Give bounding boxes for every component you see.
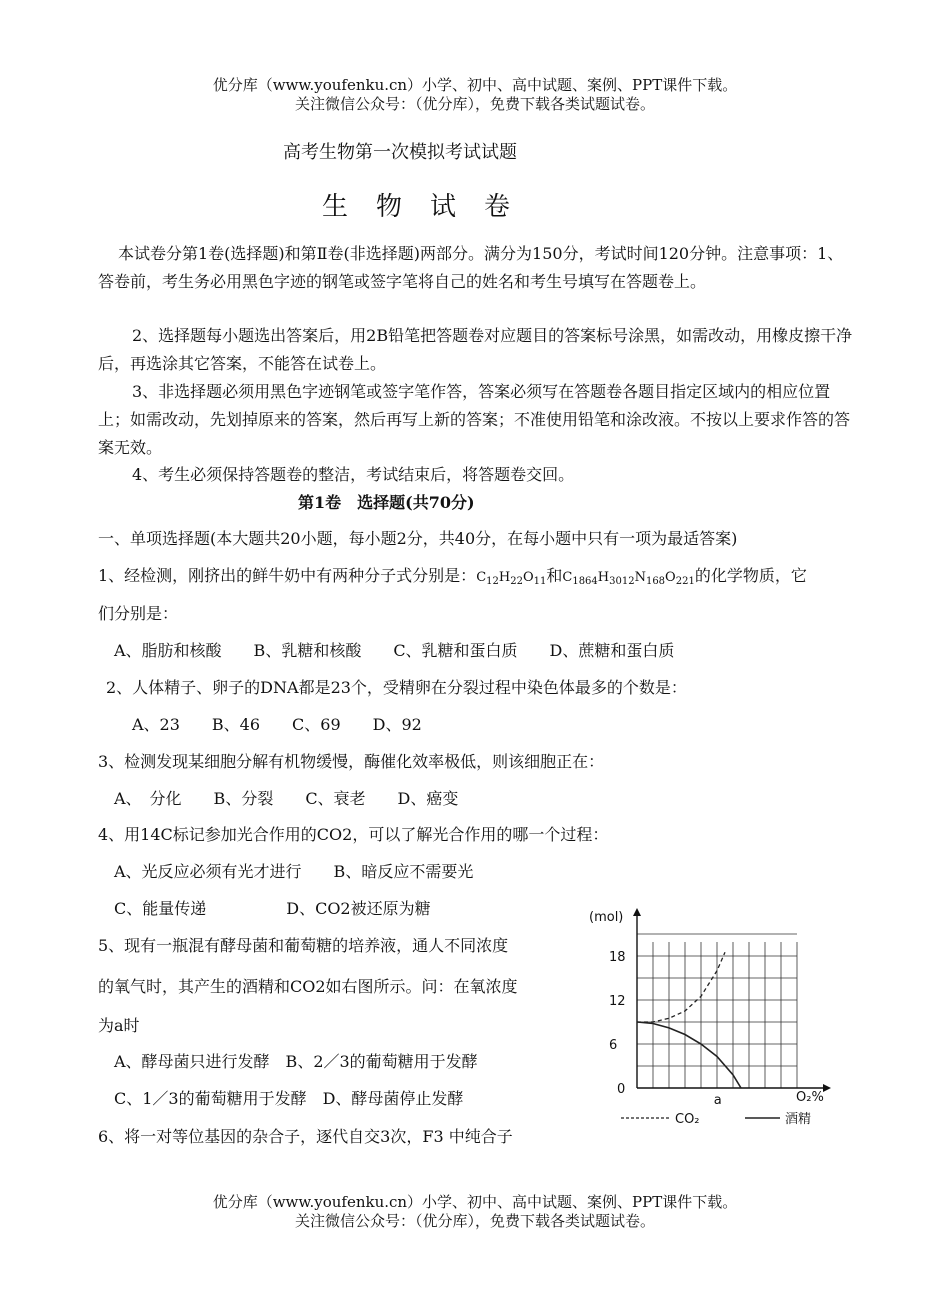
instructions-item-3: 3、非选择题必须用黑色字迹钢笔或签字笔作答，答案必须写在答题卷各题目指定区域内的相应位置上；如需改动，先划掉原来的答案，然后再写上新的答案；不准使用铅笔和涂改液。不按以上要求作答的答案无效。 <box>98 382 851 457</box>
exam-title: 生物试卷 <box>321 192 538 222</box>
question-4-stem: 4、用14C标记参加光合作用的CO2，可以了解光合作用的哪一个过程： <box>98 825 609 844</box>
legend-co2-label: CO₂ <box>675 1112 700 1127</box>
x-tick-label: a <box>713 1093 722 1108</box>
y-tick-label: 18 <box>609 950 626 965</box>
y-tick-label: 6 <box>609 1038 618 1053</box>
chart-x-label: O₂% <box>796 1090 824 1105</box>
instructions-intro: 本试卷分第1卷(选择题)和第Ⅱ卷(非选择题)两部分。满分为150分，考试时间120分钟。注意事项：1、答卷前，考生务必用黑色字迹的钢笔或签字笔将自己的姓名和考生号填写在答题卷上。 <box>98 244 844 291</box>
question-5-options-2: C、1／3的葡萄糖用于发酵 D、酵母菌停止发酵 <box>114 1089 464 1108</box>
question-5-stem-3: 为a时 <box>98 1016 140 1035</box>
question-1-stem: 1、经检测，刚挤出的鲜牛奶中有两种分子式分别是：$C_{12}H_{22}O_{11}$和$C_{1864}H_{3012}N_{168}O_{221}$的化学物质，它 <box>98 566 807 587</box>
chart-y-label: (mol) <box>589 910 624 925</box>
instructions-item-2: 2、选择题每小题选出答案后，用2B铅笔把答题卷对应题目的答案标号涂黑，如需改动，用橡皮擦干净后，再选涂其它答案，不能答在试卷上。 <box>98 326 853 373</box>
chart-grid <box>637 934 797 1088</box>
exam-subtitle: 高考生物第一次模拟考试试题 <box>283 142 517 163</box>
question-5-stem-2: 的氧气时，其产生的酒精和CO2如右图所示。问：在氧浓度 <box>98 977 518 996</box>
footer-line-2: 关注微信公众号：（优分库），免费下载各类试题试卷。 <box>294 1212 655 1230</box>
legend-ethanol-label: 酒精 <box>785 1112 812 1127</box>
question-4-options-2: C、能量传递 D、CO2被还原为糖 <box>114 899 431 918</box>
question-2-options: A、23 B、46 C、69 D、92 <box>132 715 422 734</box>
instructions-item-4: 4、考生必须保持答题卷的整洁，考试结束后，将答题卷交回。 <box>132 465 575 484</box>
question-2-stem: 2、人体精子、卵子的DNA都是23个，受精卵在分裂过程中染色体最多的个数是： <box>106 678 687 697</box>
question-3-options: A、 分化 B、分裂 C、衰老 D、癌变 <box>114 789 459 808</box>
question-5-stem-1: 5、现有一瓶混有酵母菌和葡萄糖的培养液，通人不同浓度 <box>98 936 509 955</box>
question-5-options-1: A、酵母菌只进行发酵 B、2／3的葡萄糖用于发酵 <box>114 1052 478 1071</box>
part-title: 一、单项选择题(本大题共20小题，每小题2分，共40分，在每小题中只有一项为最适答案) <box>98 529 738 548</box>
section-heading: 第1卷 选择题(共70分) <box>298 493 475 512</box>
question-1-options: A、脂肪和核酸 B、乳糖和核酸 C、乳糖和蛋白质 D、蔗糖和蛋白质 <box>114 641 675 660</box>
x-axis-arrow <box>823 1084 831 1092</box>
y-tick-label: 0 <box>617 1082 626 1097</box>
y-tick-label: 12 <box>609 994 626 1009</box>
chart-legend <box>621 1111 811 1127</box>
header-line-1: 优分库（www.youfenku.cn）小学、初中、高中试题、案例、PPT课件下载。 <box>212 76 738 94</box>
chart-series-ethanol-line <box>637 1022 741 1088</box>
chart-series-co2-line <box>637 952 725 1022</box>
question-3-stem: 3、检测发现某细胞分解有机物缓慢，酶催化效率极低，则该细胞正在： <box>98 752 605 771</box>
oxygen-chart <box>585 904 845 1136</box>
header-line-2: 关注微信公众号：（优分库），免费下载各类试题试卷。 <box>294 95 655 113</box>
question-4-options-1: A、光反应必须有光才进行 B、暗反应不需要光 <box>114 862 474 881</box>
question-6-stem-1: 6、将一对等位基因的杂合子，逐代自交3次，F3 中纯合子 <box>98 1127 513 1146</box>
footer-line-1: 优分库（www.youfenku.cn）小学、初中、高中试题、案例、PPT课件下载。 <box>212 1193 738 1211</box>
question-1-stem-cont: 们分别是： <box>98 604 179 623</box>
y-axis-arrow <box>633 908 641 916</box>
